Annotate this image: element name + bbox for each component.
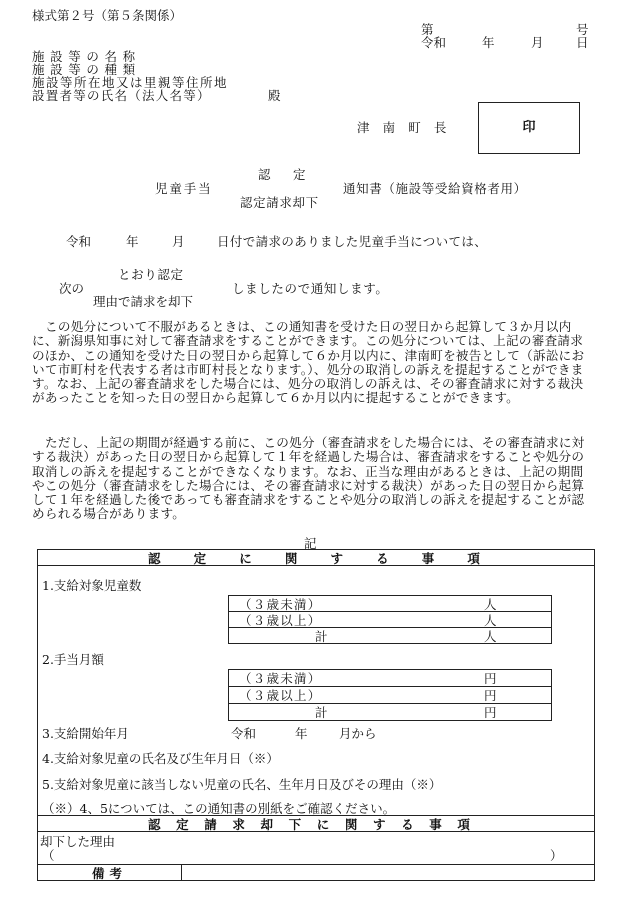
appeal-paragraph-1: この処分について不服があるときは、この通知書を受けた日の翌日から起算して３か月以内に、新潟県知事に対して審査請求をすることができます。この処分については、上記の審査請求のほか、この通知を受けた日の翌日から起算して６か月以内に、津南町を被告として（訴訟において市町村を代表する者は市町村長となります。）、処分の取消しの訴えを提起することができます。なお、上記の審査請求をした場合には、処分の取消しの訴えは、その審査請求に対する裁決があったことを知った日の翌日から起算して６か月以内に提起することができます。 — [32, 319, 585, 406]
seal-mark: 印 — [522, 119, 536, 135]
unit-yen: 円 — [484, 671, 497, 686]
start-year: 年 — [295, 726, 308, 741]
issue-date-year: 年 — [482, 35, 495, 50]
child-count-under3-row — [229, 596, 551, 612]
title-option-approval: 認定 — [258, 167, 329, 182]
issuer-name: 津南町長 — [357, 120, 460, 135]
unit-person: 人 — [484, 597, 497, 612]
child-count-total-row — [229, 628, 551, 644]
reason-paren-open: （ — [42, 848, 55, 863]
start-month: 月から — [339, 726, 377, 741]
founder-name-label: 設置者等の氏名（法人名等） — [32, 88, 211, 103]
title-prefix: 児童手当 — [155, 181, 213, 196]
request-era: 令和 — [66, 234, 92, 249]
over3-label: （３歳以上） — [239, 688, 322, 703]
issue-date-day: 日 — [576, 35, 589, 50]
facility-address-label: 施設等所在地又は里親等住所地 — [32, 75, 229, 90]
under3-label: （３歳未満） — [239, 597, 322, 612]
issue-date-month: 月 — [531, 35, 544, 50]
ki-heading: 記 — [304, 536, 317, 551]
unit-yen: 円 — [484, 688, 497, 703]
official-seal-box — [478, 102, 580, 154]
over3-label: （３歳以上） — [239, 613, 322, 628]
reason-paren-close: ） — [550, 848, 563, 863]
decision-option-approve: とおり認定 — [118, 267, 184, 282]
unit-yen: 円 — [484, 705, 497, 720]
unit-person: 人 — [484, 629, 497, 644]
appeal-paragraph-2: ただし、上記の期間が経過する前に、この処分（審査請求をした場合には、その審査請求に対する裁決）があった日の翌日から起算して１年を経過した場合は、審査請求をすることや処分の取消しの訴えを提起することができなくなります。なお、正当な理由があるときは、上記の期間やこの処分（審査請求をした場合には、その審査請求に対する裁決）があった日の翌日から起算して１年を経過した後であっても審査請求をすることや処分の取消しの訴えを提起することが認められる場合があります。 — [32, 435, 585, 522]
title-suffix: 通知書（施設等受給資格者用） — [343, 181, 527, 196]
issue-date-era: 令和 — [421, 35, 447, 50]
facility-type-label: 施設等の種類 — [32, 62, 141, 77]
child-count-over3-row — [229, 612, 551, 628]
amount-under3-row — [229, 670, 551, 686]
request-text: 日付で請求のありました児童手当については、 — [217, 234, 488, 249]
item-non-eligible-children: 5.支給対象児童に該当しない児童の氏名、生年月日及びその理由（※） — [42, 777, 442, 792]
divider — [37, 864, 595, 865]
unit-person: 人 — [484, 613, 497, 628]
rejection-section-header: 認定請求却下に関する事項 — [148, 817, 486, 832]
remarks-label: 備考 — [92, 866, 128, 881]
decision-option-reject: 理由で請求を却下 — [93, 294, 194, 309]
start-era: 令和 — [231, 726, 257, 741]
item-child-count: 1.支給対象児童数 — [42, 578, 142, 593]
document-number-suffix: 号 — [576, 22, 589, 37]
divider — [37, 565, 595, 566]
form-number: 様式第２号（第５条関係） — [32, 8, 183, 23]
total-label: 計 — [315, 705, 328, 720]
total-label: 計 — [315, 629, 328, 644]
item-monthly-amount: 2.手当月額 — [42, 652, 104, 667]
item-child-names: 4.支給対象児童の氏名及び生年月日（※） — [42, 751, 279, 766]
facility-name-label: 施設等の名称 — [32, 49, 141, 64]
request-year: 年 — [126, 234, 139, 249]
approval-section-header: 認定に関する事項 — [148, 551, 514, 566]
item-payment-start: 3.支給開始年月 — [42, 726, 129, 741]
honorific: 殿 — [268, 88, 281, 103]
rejection-reason-label: 却下した理由 — [40, 834, 116, 849]
amount-over3-row — [229, 687, 551, 703]
amount-total-row — [229, 704, 551, 720]
decision-suffix: しましたので通知します。 — [232, 281, 389, 296]
attachment-note: （※）4、5については、この通知書の別紙をご確認ください。 — [42, 801, 396, 816]
decision-prefix: 次の — [59, 281, 85, 296]
divider — [37, 815, 595, 816]
document-number-label: 第 — [421, 22, 434, 37]
child-count-subtable — [228, 595, 552, 644]
divider — [37, 831, 595, 832]
title-option-rejection: 認定請求却下 — [240, 195, 319, 210]
monthly-amount-subtable — [228, 669, 552, 721]
under3-label: （３歳未満） — [239, 671, 322, 686]
request-month: 月 — [172, 234, 185, 249]
divider — [181, 864, 182, 881]
